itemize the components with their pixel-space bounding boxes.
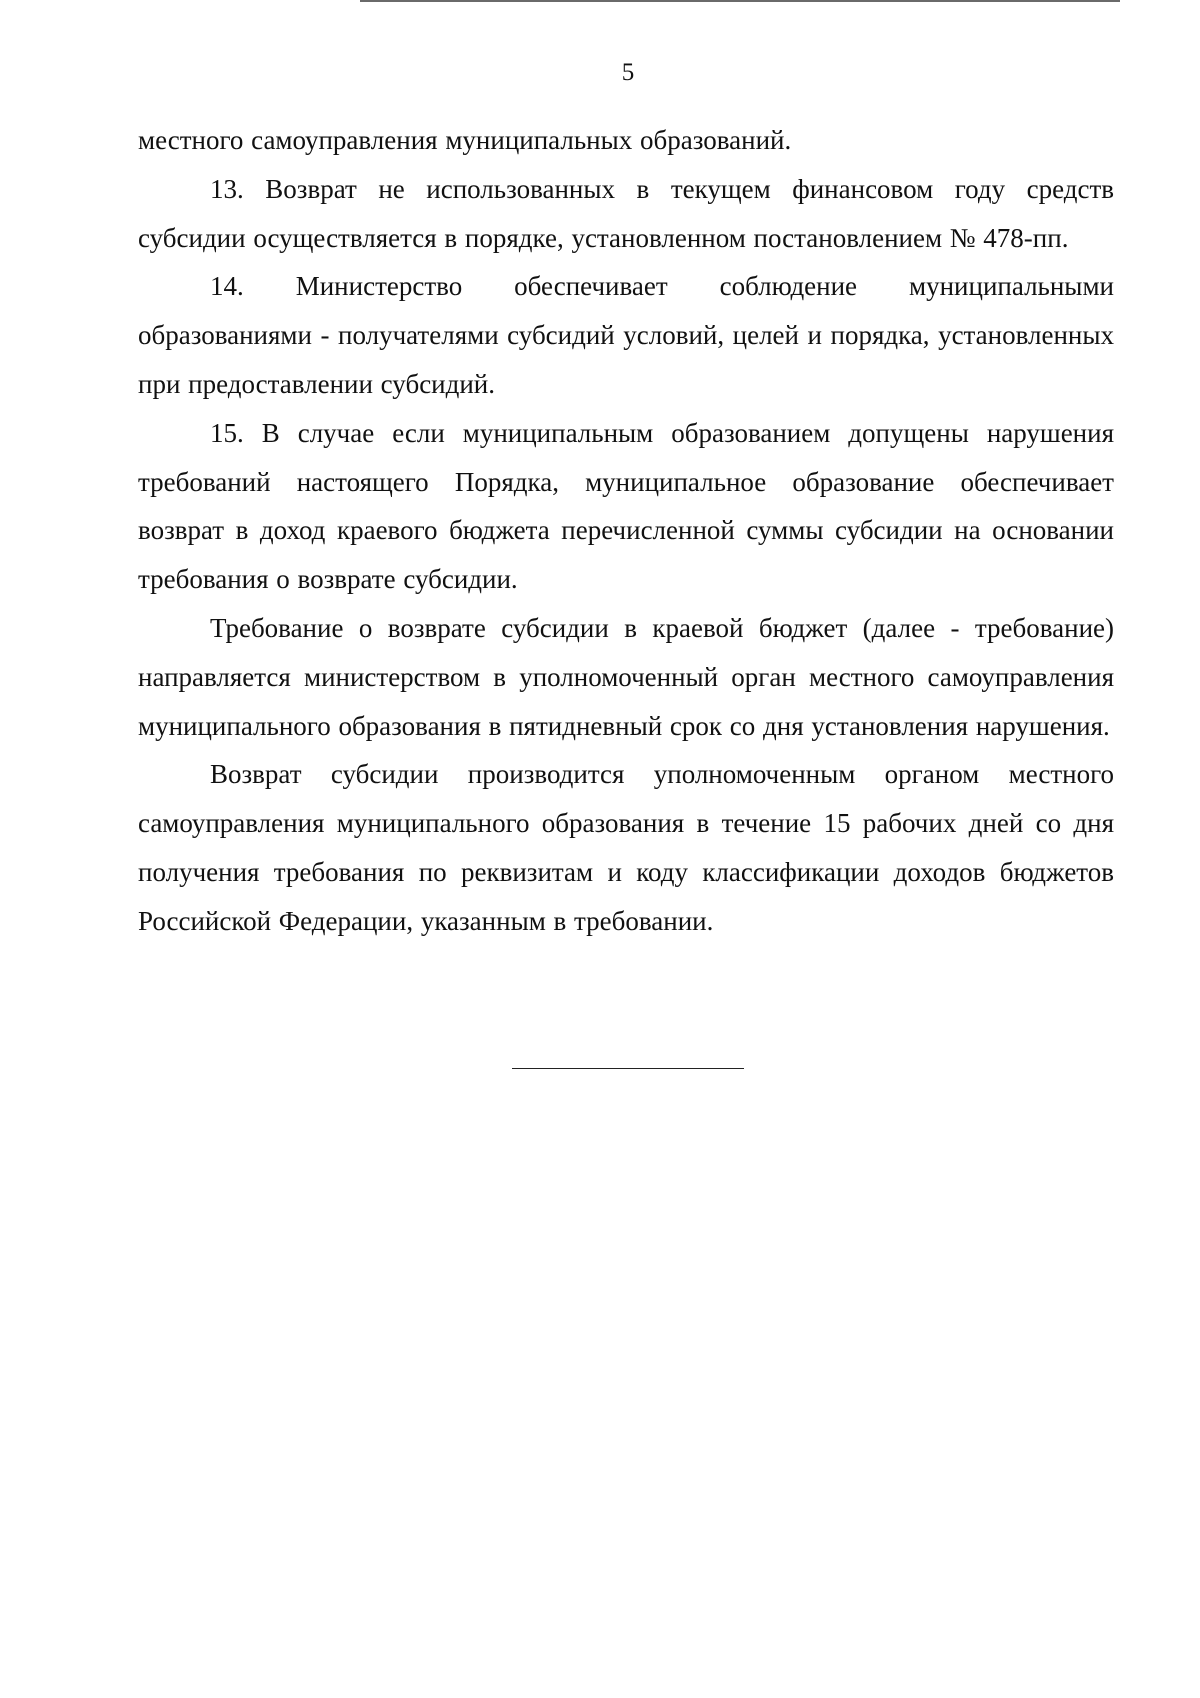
- paragraph-refund: Возврат субсидии производится уполномоченным органом местного самоуправления муниципального образования в течение 15 рабочих дней со дня получения требования по реквизитам и коду классификации доходов бюджетов Российской Федерации, указанным в требовании.: [138, 759, 1114, 936]
- end-of-document-rule: [512, 1068, 744, 1069]
- paragraph-item-15: 15. В случае если муниципальным образованием допущены нарушения требований настоящего Порядка, муниципальное образование обеспечивает возврат в доход краевого бюджета перечисленной суммы субсидии на основании требования о возврате субсидии.: [138, 417, 1114, 595]
- document-body: [138, 116, 1114, 946]
- paragraph-item-14: 14. Министерство обеспечивает соблюдение муниципальными образованиями - получателями субсидий условий, целей и порядка, установленных при предоставлении субсидий.: [138, 271, 1114, 399]
- paragraph-demand: Требование о возврате субсидии в краевой бюджет (далее - требование) направляется министерством в уполномоченный орган местного самоуправления муниципального образования в пятидневный срок со дня установления нарушения.: [138, 612, 1114, 741]
- page-number: 5: [621, 59, 635, 86]
- scan-top-edge: [360, 0, 1120, 2]
- paragraph-item-13: 13. Возврат не использованных в текущем финансовом году средств субсидии осуществляется в порядке, установленном постановлением № 478-пп.: [138, 173, 1114, 253]
- paragraph-continuation: местного самоуправления муниципальных образований.: [138, 125, 792, 155]
